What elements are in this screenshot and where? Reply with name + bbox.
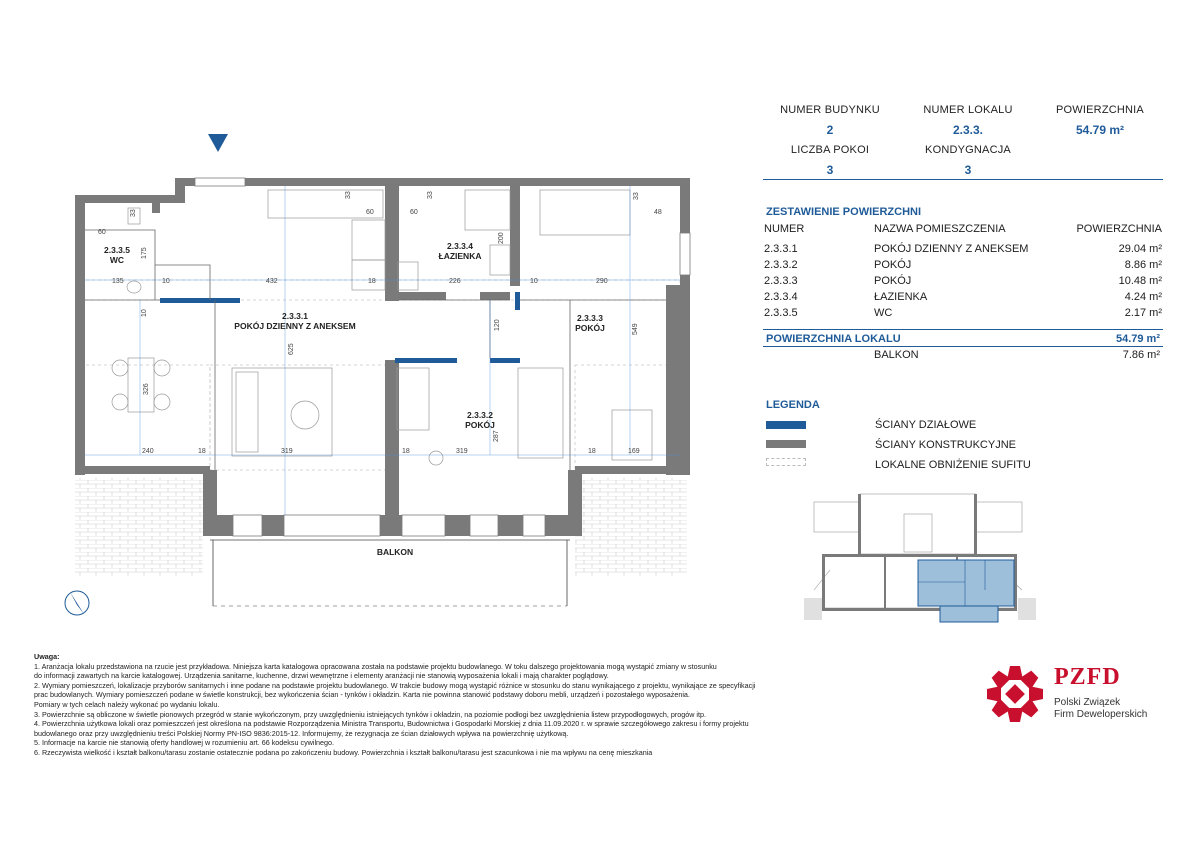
svg-text:625: 625 <box>288 343 295 355</box>
building-key-plan <box>800 490 1040 630</box>
svg-text:18: 18 <box>588 448 596 455</box>
partition-wall-swatch <box>766 421 806 429</box>
notes-block <box>34 652 774 758</box>
row-area: 2.17 m² <box>1124 307 1162 319</box>
notes-title: Uwaga: <box>34 652 60 661</box>
svg-text:10: 10 <box>162 278 170 285</box>
legend-item-label: LOKALNE OBNIŻENIE SUFITU <box>875 459 1031 471</box>
row-area: 4.24 m² <box>1124 291 1162 303</box>
svg-text:18: 18 <box>198 448 206 455</box>
table-row <box>764 257 1162 273</box>
row-area: 8.86 m² <box>1124 259 1162 271</box>
table-row <box>764 305 1162 321</box>
note-line: 4. Powierzchnia użytkowa lokali oraz pomieszczeń jest określona na podstawie Rozporządzenia Ministra Transportu, Budownictwa i Gospodarki Morskiej z dnia 11.09.2020 r. w sprawie szczegółowego zakresu i formy projektu <box>34 719 749 729</box>
floor-plan <box>60 120 700 620</box>
area-label: POWIERZCHNIA <box>1056 104 1144 116</box>
balcony-label: BALKON <box>376 547 414 557</box>
table-row <box>764 273 1162 289</box>
svg-text:432: 432 <box>266 278 278 285</box>
svg-text:60: 60 <box>366 209 374 216</box>
table-row <box>764 241 1162 257</box>
total-divider-bottom <box>763 346 1163 347</box>
table-row <box>764 289 1162 305</box>
unit-number-label: NUMER LOKALU <box>923 104 1013 116</box>
note-line: 3. Powierzchnie są obliczone w świetle pionowych przegród w stanie wykończonym, przy uwzględnieniu istniejących tynków i okładzin, na poziomie podłogi bez uwzględnienia listew przypodłogowych, progów itp. <box>34 709 706 719</box>
logo-abbreviation: PZFD <box>1054 664 1121 690</box>
legend-item-label: ŚCIANY DZIAŁOWE <box>875 419 977 431</box>
building-number-value: 2 <box>826 123 834 137</box>
row-number: 2.3.3.4 <box>764 291 798 303</box>
svg-text:33: 33 <box>130 209 137 217</box>
neighbour-balcony-right <box>575 478 687 576</box>
svg-text:10: 10 <box>141 309 148 317</box>
balcony-area-label: BALKON <box>874 349 919 361</box>
svg-text:18: 18 <box>402 448 410 455</box>
structural-wall-swatch <box>766 440 806 448</box>
row-name: WC <box>874 307 893 319</box>
note-line: prac budowlanych. Wymiary pomieszczeń podane w świetle konstrukcji, bez wykończenia ścian - tynków i okładzin. Karta nie powinna stanowić podstawy doboru mebli, urządzeń i pozostałego wyposażenia. <box>34 690 690 700</box>
unit-number-value: 2.3.3. <box>952 123 984 137</box>
note-line: 5. Informacje na karcie nie stanowią oferty handlowej w rozumieniu art. 66 kodeksu cywilnego. <box>34 738 335 748</box>
neighbour-balcony-left <box>75 478 203 576</box>
svg-text:169: 169 <box>628 448 640 455</box>
svg-text:319: 319 <box>456 448 468 455</box>
note-line: 2. Wymiary pomieszczeń, lokalizacje przyborów sanitarnych i inne podane na podstawie projektu budowlanego. W trakcie budowy mogą wystąpić różnice w stosunku do stanu wynikającego z projektu, wynikające ze specyfikacji <box>34 680 756 690</box>
svg-text:60: 60 <box>98 229 106 236</box>
area-summary-table <box>764 221 1162 321</box>
total-area-label: POWIERZCHNIA LOKALU <box>766 333 901 345</box>
total-area-value: 54.79 m² <box>1115 333 1160 345</box>
north-compass-icon <box>65 591 89 615</box>
row-area: 29.04 m² <box>1118 243 1162 255</box>
building-number-label: NUMER BUDYNKU <box>780 104 880 116</box>
room-label-room-2: 2.3.3.2 POKÓJ <box>465 410 495 430</box>
svg-text:135: 135 <box>112 278 124 285</box>
header-divider <box>763 179 1163 180</box>
row-number: 2.3.3.2 <box>764 259 798 271</box>
note-line: 1. Aranżacja lokalu przedstawiona na rzucie jest przykładowa. Niniejsza karta katalogowa opracowana została na podstawie projektu budowlanego. W toku dalszego projektowania mogą wystąpić zmiany w stosunku <box>34 661 717 671</box>
svg-text:226: 226 <box>449 278 461 285</box>
balcony-area-value: 7.86 m² <box>1122 349 1160 361</box>
svg-text:48: 48 <box>654 209 662 216</box>
highlighted-unit <box>918 560 1014 606</box>
row-name: POKÓJ <box>874 275 912 287</box>
row-name: ŁAZIENKA <box>874 291 928 303</box>
note-line: 6. Rzeczywista wielkość i kształt balkonu/tarasu zostanie ostatecznie podana po zakończeniu budowy. Powierzchnia i kształt balkonu/tarasu jest szacunkowa i nie ma wpływu na cenę mieszkania <box>34 747 653 757</box>
row-name: POKÓJ <box>874 259 912 271</box>
svg-text:60: 60 <box>410 209 418 216</box>
table-header-row <box>764 221 1162 237</box>
pzfd-logo-icon <box>985 664 1045 724</box>
rooms-count-value: 3 <box>826 163 834 177</box>
svg-text:33: 33 <box>345 191 352 199</box>
note-line: do informacji zawartych na karcie katalogowej. Urządzenia sanitarne, kuchenne, drzwi wewnętrzne i elementy aranżacji nie stanowią wyposażenia lokali i mają charakter poglądowy. <box>34 671 609 681</box>
svg-text:287: 287 <box>493 430 500 442</box>
svg-text:319: 319 <box>281 448 293 455</box>
note-line: budowlanego oraz przy uwzględnieniu treści Polskiej Normy PN-ISO 9836:2015-12. Informujemy, że rezygnacja ze ścian działowych wpływa na powierzchnię użytkową. <box>34 728 569 738</box>
svg-text:18: 18 <box>368 278 376 285</box>
room-label-living: 2.3.3.1 POKÓJ DZIENNY Z ANEKSEM <box>234 311 356 331</box>
row-name: POKÓJ DZIENNY Z ANEKSEM <box>874 243 1029 255</box>
note-line: Pomiary w tych celach należy wykonać po wydaniu lokalu. <box>34 699 220 709</box>
svg-text:200: 200 <box>498 232 505 244</box>
svg-text:175: 175 <box>141 247 148 259</box>
logo-line-2: Firm Deweloperskich <box>1054 709 1148 720</box>
svg-text:549: 549 <box>632 323 639 335</box>
row-number: 2.3.3.3 <box>764 275 798 287</box>
area-value: 54.79 m² <box>1075 123 1125 137</box>
svg-text:120: 120 <box>494 319 501 331</box>
svg-text:33: 33 <box>427 191 434 199</box>
svg-text:326: 326 <box>143 383 150 395</box>
entrance-arrow-icon <box>208 134 228 152</box>
summary-title: ZESTAWIENIE POWIERZCHNI <box>766 206 922 218</box>
legend-title: LEGENDA <box>766 399 820 411</box>
row-number: 2.3.3.5 <box>764 307 798 319</box>
svg-text:290: 290 <box>596 278 608 285</box>
col-name-header: NAZWA POMIESZCZENIA <box>874 223 1006 235</box>
room-label-bathroom: 2.3.3.4 ŁAZIENKA <box>438 241 482 261</box>
floor-label: KONDYGNACJA <box>925 144 1011 156</box>
svg-text:240: 240 <box>142 448 154 455</box>
row-number: 2.3.3.1 <box>764 243 798 255</box>
svg-text:33: 33 <box>633 192 640 200</box>
floor-value: 3 <box>964 163 972 177</box>
room-label-room-3: 2.3.3.3 POKÓJ <box>575 313 605 333</box>
logo-line-1: Polski Związek <box>1054 697 1121 708</box>
col-number-header: NUMER <box>764 223 805 235</box>
svg-text:10: 10 <box>530 278 538 285</box>
row-area: 10.48 m² <box>1118 275 1162 287</box>
rooms-count-label: LICZBA POKOI <box>790 144 870 156</box>
total-divider-top <box>763 329 1163 330</box>
lowered-ceiling-swatch <box>766 458 806 466</box>
legend-item-label: ŚCIANY KONSTRUKCYJNE <box>875 439 1016 451</box>
col-area-header: POWIERZCHNIA <box>1076 223 1162 235</box>
room-label-wc: 2.3.3.5 WC <box>104 245 130 265</box>
